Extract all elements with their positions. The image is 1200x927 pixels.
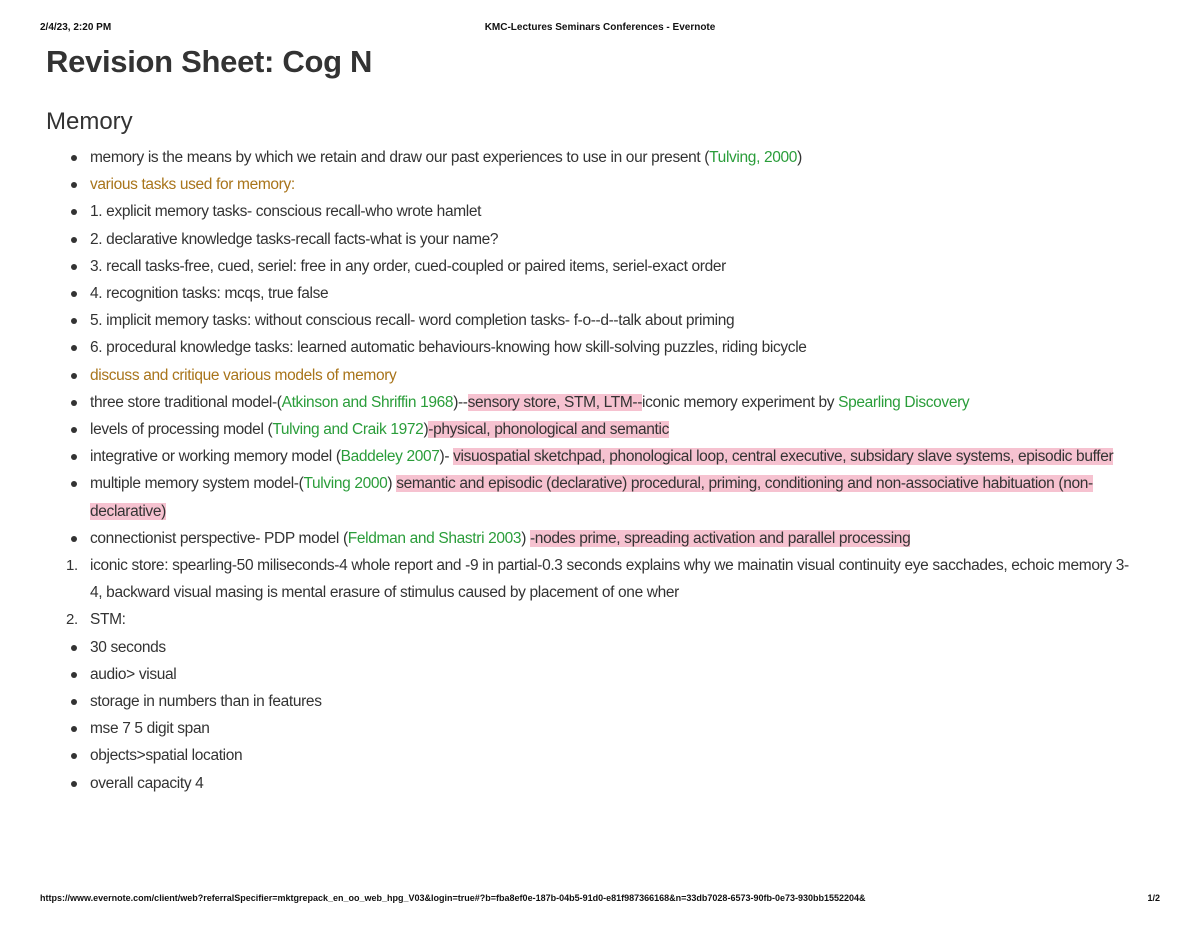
text-segment: integrative or working memory model ( xyxy=(90,448,341,466)
list-item xyxy=(0,661,1200,688)
text-segment: STM: xyxy=(90,611,126,629)
print-page-title: KMC-Lectures Seminars Conferences - Evernote xyxy=(484,22,716,33)
text-segment: ) xyxy=(423,421,429,439)
list-item xyxy=(0,443,1200,470)
page-number: 1/2 xyxy=(1147,893,1160,903)
text-segment: 1. explicit memory tasks- conscious recall-who wrote hamlet xyxy=(90,203,482,221)
print-header xyxy=(40,22,1160,36)
text-segment: memory is the means by which we retain and draw our past experiences to use in our present ( xyxy=(90,149,710,166)
section-heading-memory: Memory xyxy=(46,108,133,135)
colored-text: various tasks used for memory: xyxy=(90,176,295,194)
list-item xyxy=(0,307,1200,334)
citation-text: Baddeley 2007 xyxy=(340,448,440,466)
list-item xyxy=(0,198,1200,225)
list-item xyxy=(0,688,1200,715)
list-item xyxy=(0,525,1200,552)
list-item xyxy=(0,416,1200,443)
citation-text: Atkinson and Shriffin 1968 xyxy=(281,393,454,411)
text-segment: 6. procedural knowledge tasks: learned automatic behaviours-knowing how skill-solving puzzles, riding bicycle xyxy=(90,339,807,357)
text-segment: levels of processing model ( xyxy=(90,421,273,439)
text-segment: ) xyxy=(797,149,802,166)
list-item xyxy=(0,770,1200,797)
list-item xyxy=(0,552,1200,606)
text-segment: audio> visual xyxy=(90,665,177,683)
highlighted-text: semantic and episodic (declarative) procedural, priming, conditioning and non-associative habituation (non-declarative) xyxy=(90,475,1093,520)
highlighted-text: sensory store, STM, LTM-- xyxy=(467,393,643,411)
citation-text: Spearling Discovery xyxy=(838,393,970,411)
print-url: https://www.evernote.com/client/web?referralSpecifier=mktgrepack_en_oo_web_hpg_V03&login=true#?b=fba8ef0e-187b-04b5-91d0-e81f987366168&n=33db7028-6573-90fb-0e73-930bb1552204& xyxy=(40,893,866,903)
text-segment: iconic store: spearling-50 miliseconds-4 whole report and -9 in partial-0.3 seconds explains why we mainatin visual continuity eye sacchades, echoic memory 3-4, backward visual masing is mental erasure of stimulus caused by placement of one wher xyxy=(90,557,1129,602)
list-item xyxy=(0,742,1200,769)
note-list xyxy=(0,144,1200,797)
list-item xyxy=(0,362,1200,389)
text-segment: objects>spatial location xyxy=(90,747,243,765)
citation-text: Tulving 2000 xyxy=(303,475,388,493)
text-segment: overall capacity 4 xyxy=(90,774,204,792)
list-item xyxy=(0,226,1200,253)
list-item xyxy=(0,171,1200,198)
note-title: Revision Sheet: Cog N xyxy=(46,44,373,79)
colored-text: discuss and critique various models of memory xyxy=(90,366,397,384)
highlighted-text: visuospatial sketchpad, phonological loop, central executive, subsidary slave systems, episodic buffer xyxy=(453,448,1114,466)
text-segment: 2. declarative knowledge tasks-recall facts-what is your name? xyxy=(90,230,499,248)
list-item xyxy=(0,634,1200,661)
list-item xyxy=(0,280,1200,307)
list-number: 1. xyxy=(66,557,78,575)
text-segment: ) xyxy=(387,475,397,493)
list-item xyxy=(0,715,1200,742)
text-segment: 4. recognition tasks: mcqs, true false xyxy=(90,285,329,303)
highlighted-text: -nodes prime, spreading activation and parallel processing xyxy=(530,529,911,547)
list-item xyxy=(0,389,1200,416)
list-item xyxy=(0,144,1200,171)
text-segment: 30 seconds xyxy=(90,638,166,656)
citation-text: Feldman and Shastri 2003 xyxy=(347,529,522,547)
list-number: 2. xyxy=(66,611,78,629)
text-segment: mse 7 5 digit span xyxy=(90,720,210,738)
list-item xyxy=(0,253,1200,280)
text-segment: iconic memory experiment by xyxy=(642,393,839,411)
text-segment: 3. recall tasks-free, cued, seriel: free in any order, cued-coupled or paired items, seriel-exact order xyxy=(90,257,726,275)
text-segment: connectionist perspective- PDP model ( xyxy=(90,529,348,547)
list-item xyxy=(0,334,1200,361)
citation-text: Tulving and Craik 1972 xyxy=(272,421,424,439)
highlighted-text: -physical, phonological and semantic xyxy=(428,421,669,439)
text-segment: 5. implicit memory tasks: without conscious recall- word completion tasks- f-o--d--talk about priming xyxy=(90,312,735,330)
citation-text: Tulving, 2000 xyxy=(709,149,798,166)
list-item xyxy=(0,606,1200,633)
list-item xyxy=(0,470,1200,524)
print-date: 2/4/23, 2:20 PM xyxy=(40,22,112,33)
text-segment: multiple memory system model-( xyxy=(90,475,304,493)
text-segment: three store traditional model-( xyxy=(90,393,282,411)
text-segment: )- xyxy=(439,448,454,466)
print-footer xyxy=(40,893,1160,907)
text-segment: storage in numbers than in features xyxy=(90,693,322,711)
text-segment: ) xyxy=(521,529,530,547)
text-segment: )-- xyxy=(453,393,468,411)
